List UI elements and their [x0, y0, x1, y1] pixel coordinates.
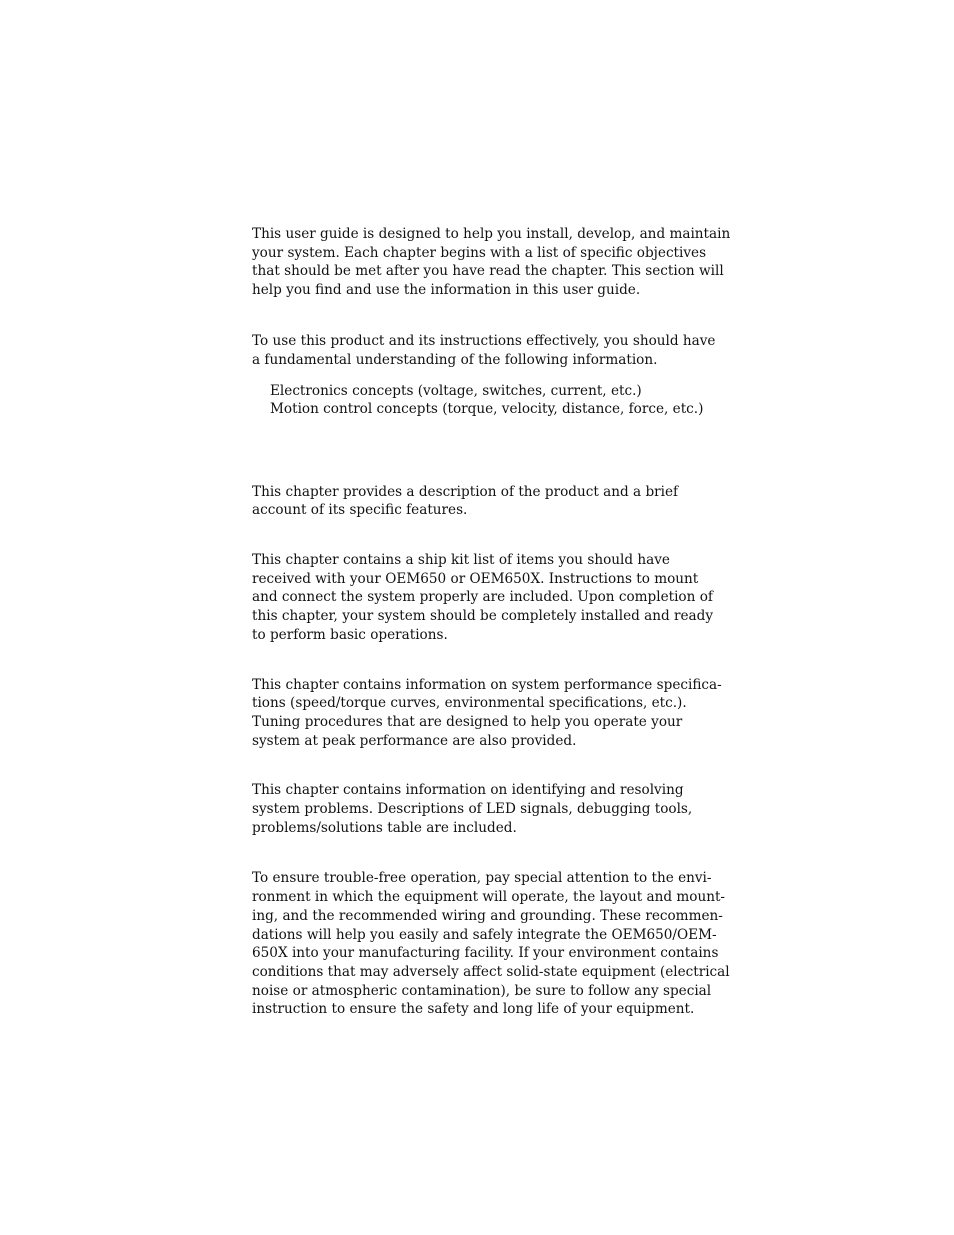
- prerequisite-list: [252, 382, 742, 418]
- chapter-1-description: This chapter provides a description of the product and a brief account of its specific features.: [252, 483, 679, 519]
- prerequisite-item-motion-control: Motion control concepts (torque, velocity, distance, force, etc.): [270, 400, 704, 417]
- prerequisite-item-electronics: Electronics concepts (voltage, switches, current, etc.): [270, 383, 642, 400]
- installation-recommendations-paragraph: To ensure trouble-free operation, pay special attention to the envi- ronment in which the equipment will operate, the layout and mount- ing, and the recommended wiring and grounding. These recommen- dations will help you easily and safely integrate the OEM650/OEM- 650X into your manufacturing facility. If your environment contains conditions that may adversely affect solid-state equipment (electrical noise or atmospheric contamination), be sure to follow any special instruction to ensure the safety and long life of your equipment.: [252, 870, 730, 1018]
- chapter-2-description: This chapter contains a ship kit list of items you should have received with your OEM650 or OEM650X. Instructions to mount and connect the system properly are included. Upon completion of this chapter, your system should be completely installed and ready to perform basic operations.: [252, 552, 714, 643]
- document-body: [252, 225, 742, 1019]
- assumptions-paragraph: To use this product and its instructions effectively, you should have a fundamental understanding of the following information.: [252, 332, 716, 368]
- chapter-4-description: This chapter contains information on identifying and resolving system problems. Descriptions of LED signals, debugging tools, problems/solutions table are included.: [252, 782, 693, 836]
- chapter-3-description: This chapter contains information on system performance specifica- tions (speed/torque curves, environmental specifications, etc.). Tuning procedures that are designed to help you operate your system at peak performance are also provided.: [252, 676, 722, 749]
- purpose-paragraph: This user guide is designed to help you install, develop, and maintain your system. Each chapter begins with a list of specific objectives that should be met after you have read the chapter. This section will help you find and use the information in this user guide.: [252, 226, 731, 299]
